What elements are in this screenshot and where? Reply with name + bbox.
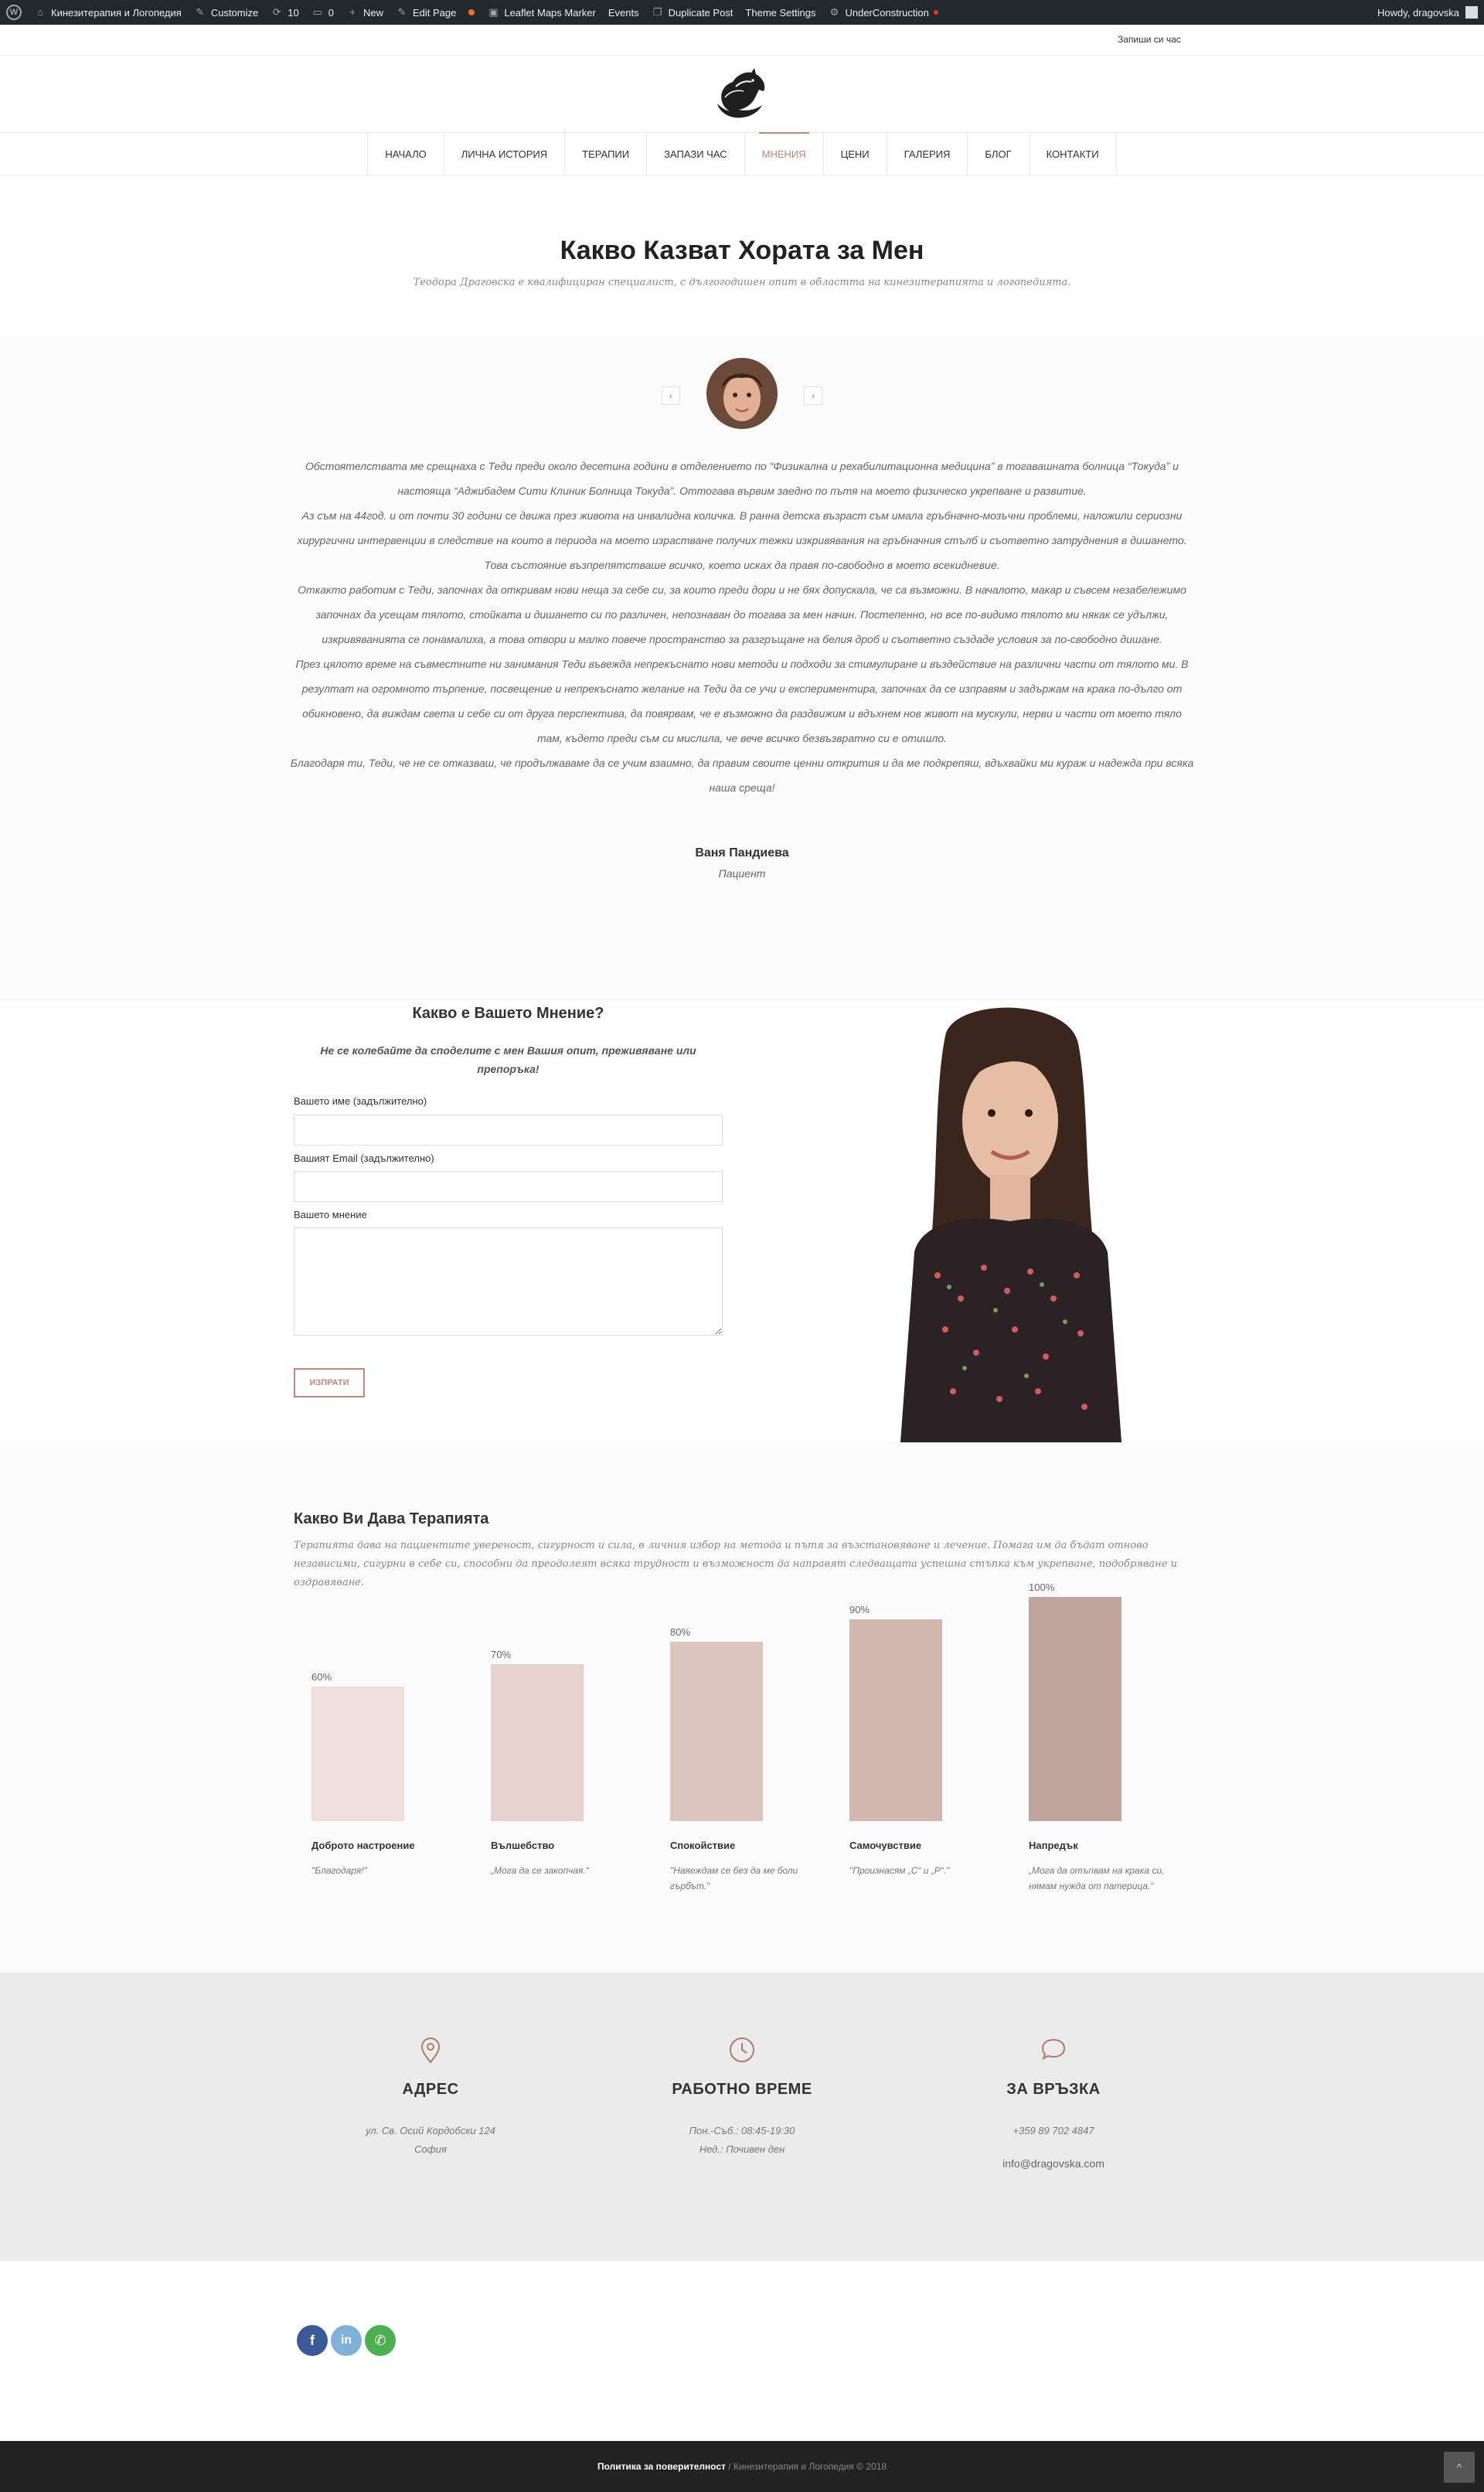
footer-bar [0, 2441, 1484, 2492]
home-icon: ⌂ [37, 6, 43, 18]
testimonial-text [290, 454, 1194, 800]
page-title: Какво Казват Хората за Мен [560, 236, 924, 265]
therapy-title: Какво Ви Дава Терапията [294, 1510, 489, 1527]
admin-bar [0, 0, 1484, 25]
nav-item-personal-story[interactable]: ЛИЧНА ИСТОРИЯ [444, 133, 564, 175]
brush-icon: ✎ [196, 6, 205, 18]
address-line: София [414, 2143, 447, 2155]
hours-column [603, 2034, 881, 2159]
book-appointment-link[interactable]: Запиши си час [1118, 34, 1181, 45]
adminbar-status[interactable] [468, 9, 475, 15]
adminbar-theme-settings[interactable]: Theme Settings [745, 6, 816, 19]
adminbar-edit-page[interactable]: ✎ Edit Page [396, 6, 456, 19]
hours-line: Пон.-Съб.: 08:45-19:30 [689, 2125, 795, 2136]
hours-title: РАБОТНО ВРЕМЕ [672, 2081, 812, 2098]
contact-info-section [0, 1973, 1484, 2261]
opinion-textarea[interactable] [294, 1227, 723, 1336]
testimonial-paragraph: През цялото време на съвместните ни занимания Теди въвежда непрекъснато нови методи и подходи за стимулиране и въздействие на различни части от тялото ми. В резултат на огромното търпение, посвещение и непрекъснато желание на Теди да се учи и експериментира, започнах да се изправям и задържам на крака по-дълго от обикновено, да виждам света и себе си от друга перспектива, да повярвам, че е възможно да раздвижим и вдъхнем нов живот на мускули, нерви и части от моето тяло там, където преди съм си мислила, че вече всичко безвъзвратно си е отишло. [295, 658, 1189, 744]
whatsapp-icon[interactable]: ✆ [365, 2325, 396, 2356]
testimonial-avatar [706, 358, 778, 429]
adminbar-account[interactable]: Howdy, dragovska [1377, 6, 1478, 19]
user-avatar [1465, 6, 1478, 19]
adminbar-customize[interactable]: ✎ Customize [194, 6, 258, 19]
footer-separator: / [726, 2461, 734, 2472]
plus-icon: + [349, 6, 356, 18]
map-marker-icon: ▣ [488, 6, 499, 18]
nav-item-blog[interactable]: БЛОГ [967, 133, 1028, 175]
nav-item-book[interactable]: ЗАПАЗИ ЧАС [646, 133, 744, 175]
horse-logo-icon [702, 63, 782, 125]
bar-category-label: Напредък [1029, 1840, 1078, 1851]
copy-icon: ❐ [652, 6, 662, 18]
footer-text [0, 2461, 1484, 2472]
bar-category-label: Самочувствие [849, 1840, 922, 1851]
gear-icon: ⚙ [829, 6, 839, 18]
chart-bar [311, 1687, 404, 1821]
contact-column [914, 2034, 1193, 2173]
chat-bubble-icon [1038, 2034, 1069, 2065]
therapy-description: Терапията дава на пациентите увереност, сигурност и сила, в личния избор на метода и пътя за възстановяване и лечение. Помага им да бъдат отново независими, сигурни в себе си, способни да преодолеят всяка трудност и възможност да направят следващата успешна стъпка към укрепване, подобряване и оздравяване. [294, 1540, 1177, 1588]
adminbar-comments[interactable]: ▭ 0 [312, 6, 334, 19]
email-label: Вашият Email (задължително) [294, 1152, 434, 1164]
opinion-form-title: Какво е Вашето Мнение? [412, 1005, 604, 1022]
therapy-benefits-section [0, 1442, 1484, 1973]
page-subtitle: Теодора Драговска е квалифициран специалист, с дългогодишен опит в областта на кинезитерапията и логопедията. [413, 277, 1071, 288]
submit-button[interactable]: ИЗПРАТИ [294, 1368, 365, 1397]
location-pin-icon [415, 2034, 446, 2065]
chart-bar [1029, 1597, 1122, 1821]
pencil-icon: ✎ [397, 6, 407, 18]
email-field[interactable] [294, 1171, 723, 1202]
portrait-illustration [853, 1005, 1169, 1442]
bar-quote: "Произнасям „С“ и „Р“." [849, 1865, 950, 1876]
scroll-to-top-button[interactable]: ^ [1444, 2452, 1475, 2483]
comment-icon: ▭ [312, 6, 322, 18]
nav-item-opinions[interactable]: МНЕНИЯ [744, 133, 823, 175]
nav-item-prices[interactable]: ЦЕНИ [823, 133, 887, 175]
bar-value-label: 80% [670, 1626, 691, 1638]
address-title: АДРЕС [402, 2081, 459, 2098]
bar-quote: „Мога да отъпвам на крака си, нямам нужда от патерица.“ [1029, 1865, 1165, 1891]
chart-bar [670, 1642, 763, 1821]
status-dot-icon [468, 9, 475, 15]
name-field[interactable] [294, 1115, 723, 1146]
adminbar-duplicate[interactable]: ❐ Duplicate Post [652, 6, 733, 19]
woman-portrait-image [853, 1005, 1169, 1442]
benefits-bar-chart [294, 1574, 1190, 1960]
address-line: ул. Св. Осий Кордобски 124 [365, 2125, 495, 2136]
copyright-text: Кинезитерапия и Логопедия © 2018 [733, 2461, 887, 2472]
site-logo[interactable] [702, 63, 782, 125]
updates-icon: ⟳ [272, 6, 281, 18]
address-column [291, 2034, 570, 2159]
bar-value-label: 70% [491, 1649, 512, 1660]
facebook-icon[interactable]: f [297, 2325, 328, 2356]
phone-number[interactable]: +359 89 702 4847 [1013, 2125, 1094, 2136]
nav-item-home[interactable]: НАЧАЛО [367, 133, 443, 175]
testimonial-author: Ваня Пандиева [695, 846, 789, 860]
hours-line: Нед.: Почивен ден [699, 2143, 785, 2155]
testimonial-paragraph: Аз съм на 44год. и от почти 30 години се движа през живота на инвалидна количка. В ранна детска възраст съм имала гръбначно-мозъчни проблеми, наложили сериозни хирургични интервенции в следствие на които в периода на моето израстване получих тежки изкривявания на гръбначния стълб и съответно затруднения в дишането. Това състояние възпрепятстваше всичко, което исках да правя по-свободно в моето всекидневие. [297, 509, 1187, 571]
bar-quote: "Благодаря!" [311, 1865, 367, 1876]
chart-bar [849, 1619, 942, 1821]
bar-quote: „Мога да се закопчая.“ [491, 1865, 589, 1876]
email-link[interactable]: info@dragovska.com [1002, 2157, 1104, 2170]
wordpress-logo-icon[interactable]: W [6, 5, 22, 20]
adminbar-site-name[interactable]: ⌂ Кинезитерапия и Логопедия [34, 6, 182, 19]
testimonial-next-button[interactable]: › [804, 386, 822, 405]
clock-icon [727, 2034, 757, 2065]
person-photo-icon [706, 358, 778, 429]
privacy-policy-link[interactable]: Политика за поверителност [597, 2461, 726, 2472]
chart-bar [491, 1664, 584, 1821]
nav-item-gallery[interactable]: ГАЛЕРИЯ [887, 133, 968, 175]
bar-value-label: 90% [849, 1604, 870, 1615]
testimonial-paragraph: Обстоятелствата ме срещнаха с Теди преди около десетина години в отделението по “Физикална и рехабилитационна медицина” в тогавашната болница “Токуда” и настояща “Аджибадем Сити Клиник Болница Токуда”. Оттогава вървим заедно по пътя на моето физическо укрепване и развитие. [305, 460, 1179, 497]
bar-value-label: 100% [1029, 1581, 1055, 1593]
adminbar-updates[interactable]: ⟳ 10 [271, 6, 298, 19]
bar-category-label: Доброто настроение [311, 1840, 415, 1851]
nav-item-contacts[interactable]: КОНТАКТИ [1029, 133, 1117, 175]
contact-title: ЗА ВРЪЗКА [1006, 2081, 1101, 2098]
opinion-label: Вашето мнение [294, 1209, 367, 1220]
linkedin-icon[interactable]: in [331, 2325, 362, 2356]
bar-quote: "Наяеждам се без да ме боли гърбът." [670, 1865, 798, 1891]
main-navigation [0, 132, 1484, 175]
name-label: Вашето име (задължително) [294, 1095, 427, 1107]
testimonial-section [0, 336, 1484, 1001]
social-icons [297, 2325, 396, 2356]
top-strip [0, 25, 1484, 56]
nav-item-therapies[interactable]: ТЕРАПИИ [564, 133, 646, 175]
adminbar-under-construction[interactable]: ⚙ UnderConstruction [828, 6, 938, 19]
adminbar-new[interactable]: + New [346, 6, 383, 19]
testimonial-paragraph: Откакто работим с Теди, започнах да откривам нови неща за себе си, за които преди дори и не бях допускала, че са възможни. В началото, макар и съвсем незабележимо започнах да усещам тялото, стойката и дишането си по различен, непознаван до тогава за мен начин. Постепенно, но все по-видимо тялото ми някак се удължи, изкривяванията се понамалиха, а това отвори и малко повече пространство за разгръщане на белия дроб и съответно създаде условия за по-свободно дишане. [298, 584, 1186, 645]
bar-value-label: 60% [311, 1671, 332, 1683]
adminbar-leaflet[interactable]: ▣ Leaflet Maps Marker [488, 6, 596, 19]
opinion-form-description: Не се колебайте да споделите с мен Вашия опит, преживяване или препоръка! [320, 1044, 696, 1075]
chart-canvas [294, 1574, 1190, 1829]
bar-category-label: Спокойствие [670, 1840, 736, 1851]
alert-dot-icon [934, 10, 938, 15]
bar-category-label: Вълшебство [491, 1840, 555, 1851]
testimonial-role: Пациент [718, 867, 766, 880]
testimonial-prev-button[interactable]: ‹ [662, 386, 680, 405]
adminbar-events[interactable]: Events [608, 6, 639, 19]
testimonial-paragraph: Благодаря ти, Теди, че не се отказваш, че продължаваме да се учим взаимно, да правим своите ценни открития и да ме подкрепяш, вдъхвайки ми кураж и надежда при всяка наша среща! [290, 757, 1194, 794]
